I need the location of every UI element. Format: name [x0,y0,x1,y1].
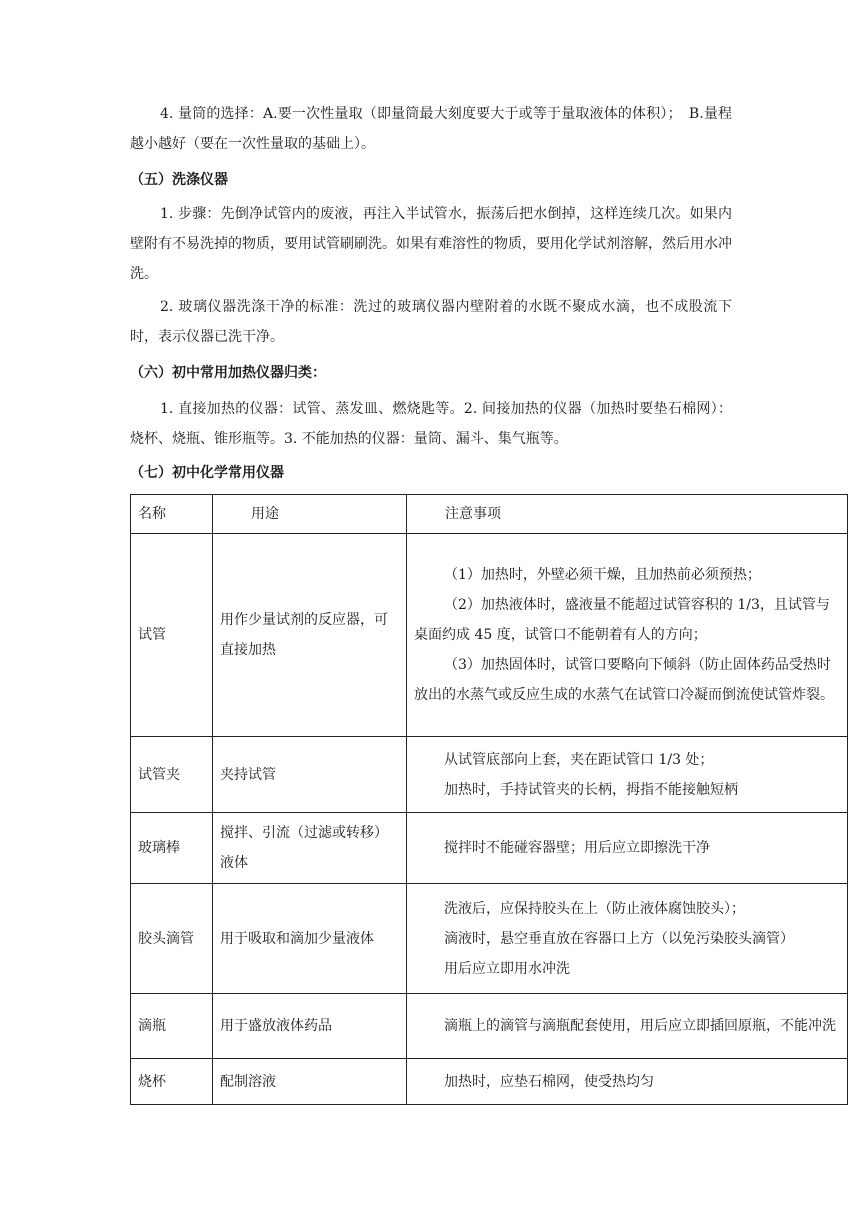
cell-name: 滴瓶 [131,994,213,1059]
cell-notes [407,884,848,994]
cell-notes [407,534,848,737]
cell-name: 玻璃棒 [131,813,213,884]
instruments-table [130,494,848,1105]
cell-name: 试管 [131,534,213,737]
note-line: 加热时，应垫石棉网，使受热均匀 [444,1073,654,1090]
note-line: （3）加热固体时，试管口要略向下倾斜（防止固体药品受热时放出的水蒸气或反应生成的水蒸气在试管口冷凝而倒流使试管炸裂。 [414,657,834,703]
section-heading-instruments: （七）初中化学常用仪器 [130,465,284,481]
cell-name: 试管夹 [131,737,213,813]
cell-notes [407,994,848,1059]
note-line: 滴瓶上的滴管与滴瓶配套使用，用后应立即插回原瓶，不能冲洗 [444,1018,836,1034]
note-line: 搅拌时不能碰容器壁；用后应立即擦洗干净 [444,840,710,856]
table-header-row [131,495,848,534]
paragraph-heating-classes: 1. 直接加热的仪器：试管、蒸发皿、燃烧匙等。2. 间接加热的仪器（加热时要垫石棉网）：烧杯、烧瓶、锥形瓶等。3. 不能加热的仪器：量筒、漏斗、集气瓶等。 [130,401,732,447]
note-line: （2）加热液体时，盛液量不能超过试管容积的 1/3，且试管与桌面约成 45 度，试管口不能朝着有人的方向； [414,597,830,643]
section-heading-heating: （六）初中常用加热仪器归类： [130,365,326,381]
cell-notes [407,1059,848,1105]
note-line: 加热时，手持试管夹的长柄，拇指不能接触短柄 [444,781,738,798]
cell-use: 夹持试管 [213,737,407,813]
table-row [131,813,848,884]
cell-use: 搅拌、引流（过滤或转移）液体 [213,813,407,884]
paragraph-washing-standard: 2. 玻璃仪器洗涤干净的标准：洗过的玻璃仪器内壁附着的水既不聚成水滴，也不成股流下时，表示仪器已洗干净。 [130,299,732,345]
table-row [131,737,848,813]
note-line: 从试管底部向上套，夹在距试管口 1/3 处； [444,751,714,768]
table-row [131,1059,848,1105]
note-line: 用后应立即用水冲洗 [444,960,570,977]
cell-name: 胶头滴管 [131,884,213,994]
cell-use: 配制溶液 [213,1059,407,1105]
cell-use: 用作少量试剂的反应器，可直接加热 [213,534,407,737]
section-heading-washing: （五）洗涤仪器 [130,172,228,188]
paragraph-measuring-cylinder: 4. 量筒的选择：A.要一次性量取（即量筒最大刻度要大于或等于量取液体的体积）； B.量程越小越好（要在一次性量取的基础上）。 [130,106,732,152]
cell-name: 烧杯 [131,1059,213,1105]
table-row [131,534,848,737]
paragraph-washing-steps: 1. 步骤：先倒净试管内的废液，再注入半试管水，振荡后把水倒掉，这样连续几次。如果内壁附有不易洗掉的物质，要用试管刷刷洗。如果有难溶性的物质，要用化学试剂溶解，然后用水冲洗。 [130,206,732,282]
header-cell-use: 用途 [213,495,407,534]
cell-use: 用于吸取和滴加少量液体 [213,884,407,994]
cell-notes [407,813,848,884]
note-line: 滴液时，悬空垂直放在容器口上方（以免污染胶头滴管） [444,930,794,947]
header-cell-name: 名称 [131,495,213,534]
note-line: （1）加热时，外壁必须干燥，且加热前必须预热； [444,567,761,583]
header-cell-notes: 注意事项 [407,495,848,534]
table-row [131,994,848,1059]
note-line: 洗液后，应保持胶头在上（防止液体腐蚀胶头）； [444,900,745,917]
table-row [131,884,848,994]
cell-use: 用于盛放液体药品 [213,994,407,1059]
cell-notes [407,737,848,813]
